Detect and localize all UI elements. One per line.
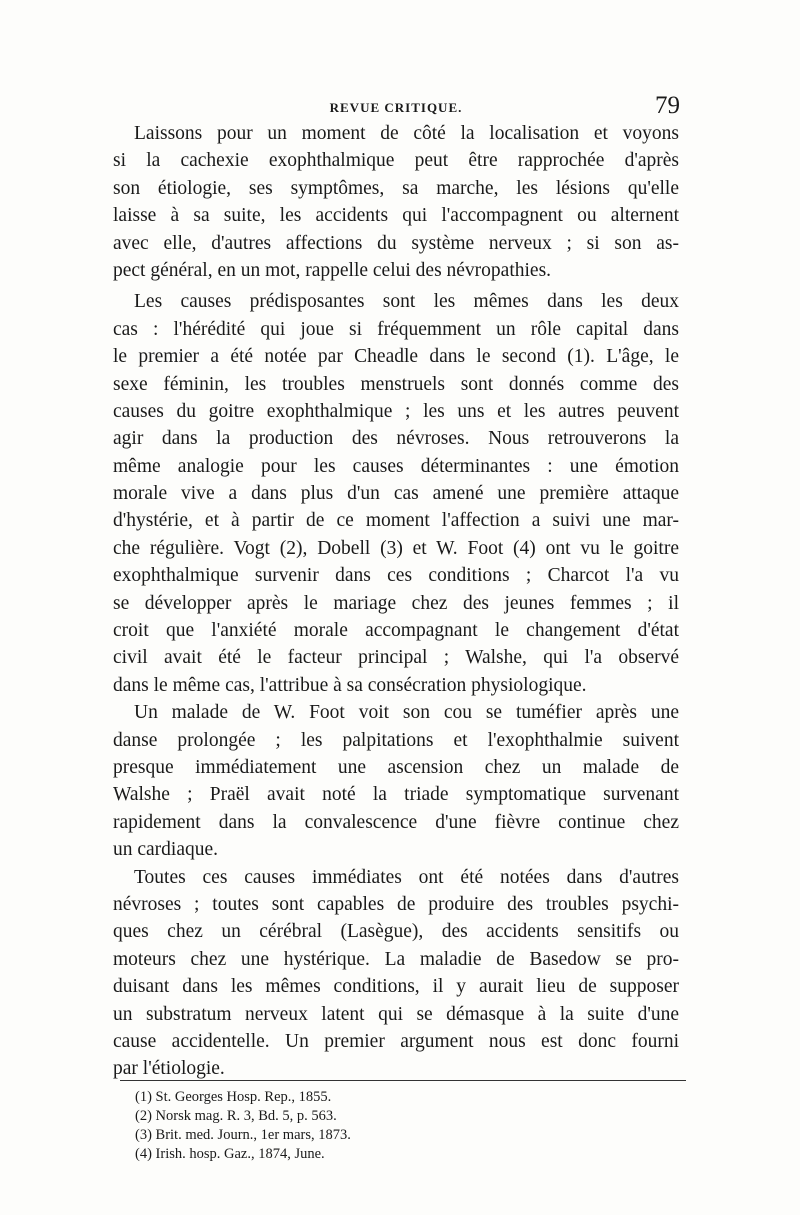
text-line: Les causes prédisposantes sont les mêmes dans les deux [134,291,679,313]
text-line: si la cachexie exophthalmique peut être rapprochée d'après [113,150,679,172]
text-line: morale vive a dans plus d'un cas amené une première attaque [113,483,679,505]
text-line: même analogie pour les causes déterminantes : une émotion [113,455,679,477]
text-line: danse prolongée ; les palpitations et l'exophthalmie suivent [113,729,679,751]
text-line: presque immédiatement une ascension chez un malade de [113,756,679,778]
text-line: dans le même cas, l'attribue à sa consécration physiologique. [113,674,587,696]
footnote-rule [120,1080,686,1081]
text-line: le premier a été notée par Cheadle dans le second (1). L'âge, le [113,346,679,368]
text-line: moteurs chez une hystérique. La maladie de Basedow se pro- [113,948,679,970]
text-line: Walshe ; Praël avait noté la triade symptomatique survenant [113,784,679,806]
footnote: (1) St. Georges Hosp. Rep., 1855. [135,1089,332,1105]
text-line: croit que l'anxiété morale accompagnant le changement d'état [113,620,679,642]
footnote: (2) Norsk mag. R. 3, Bd. 5, p. 563. [135,1108,337,1124]
paragraph [113,120,679,284]
text-line: civil avait été le facteur principal ; Walshe, qui l'a observé [113,647,679,669]
text-line: laisse à sa suite, les accidents qui l'accompagnent ou alternent [113,205,679,227]
text-line: cause accidentelle. Un premier argument nous est donc fourni [113,1030,679,1052]
text-line: duisant dans les mêmes conditions, il y aurait lieu de supposer [113,976,679,998]
text-line: exophthalmique survenir dans ces conditions ; Charcot l'a vu [113,565,679,587]
text-line: agir dans la production des névroses. Nous retrouverons la [113,428,679,450]
footnotes [135,1088,635,1164]
text-line: rapidement dans la convalescence d'une fièvre continue chez [113,811,679,833]
text-line: causes du goitre exophthalmique ; les uns et les autres peuvent [113,400,679,422]
text-line: se développer après le mariage chez des jeunes femmes ; il [113,592,679,614]
text-line: un substratum nerveux latent qui se démasque à la suite d'une [113,1003,679,1025]
body-text [113,120,679,1083]
paragraph [113,864,679,1083]
text-line: par l'étiologie. [113,1058,225,1080]
paragraph [113,699,679,863]
text-line: névroses ; toutes sont capables de produire des troubles psychi- [113,893,679,915]
text-line: pect général, en un mot, rappelle celui des névropathies. [113,259,552,281]
paragraph [113,288,679,699]
text-line: Toutes ces causes immédiates ont été notées dans d'autres [134,866,679,888]
text-line: un cardiaque. [113,839,219,861]
text-line: ques chez un cérébral (Lasègue), des accidents sensitifs ou [113,921,679,943]
text-line: d'hystérie, et à partir de ce moment l'affection a suivi une mar- [113,510,679,532]
text-line: son étiologie, ses symptômes, sa marche, les lésions qu'elle [113,177,679,199]
page-number: 79 [655,92,680,119]
running-title: REVUE CRITIQUE. [329,100,463,115]
text-line: cas : l'hérédité qui joue si fréquemment un rôle capital dans [113,318,679,340]
text-line: avec elle, d'autres affections du système nerveux ; si son as- [113,232,679,254]
text-line: Laissons pour un moment de côté la localisation et voyons [134,123,679,144]
text-line: Un malade de W. Foot voit son cou se tuméfier après une [134,702,679,724]
footnote: (3) Brit. med. Journ., 1er mars, 1873. [135,1127,351,1143]
text-line: che régulière. Vogt (2), Dobell (3) et W. Foot (4) ont vu le goitre [113,537,679,559]
footnote: (4) Irish. hosp. Gaz., 1874, June. [135,1146,325,1162]
text-line: sexe féminin, les troubles menstruels sont donnés comme des [113,373,679,395]
